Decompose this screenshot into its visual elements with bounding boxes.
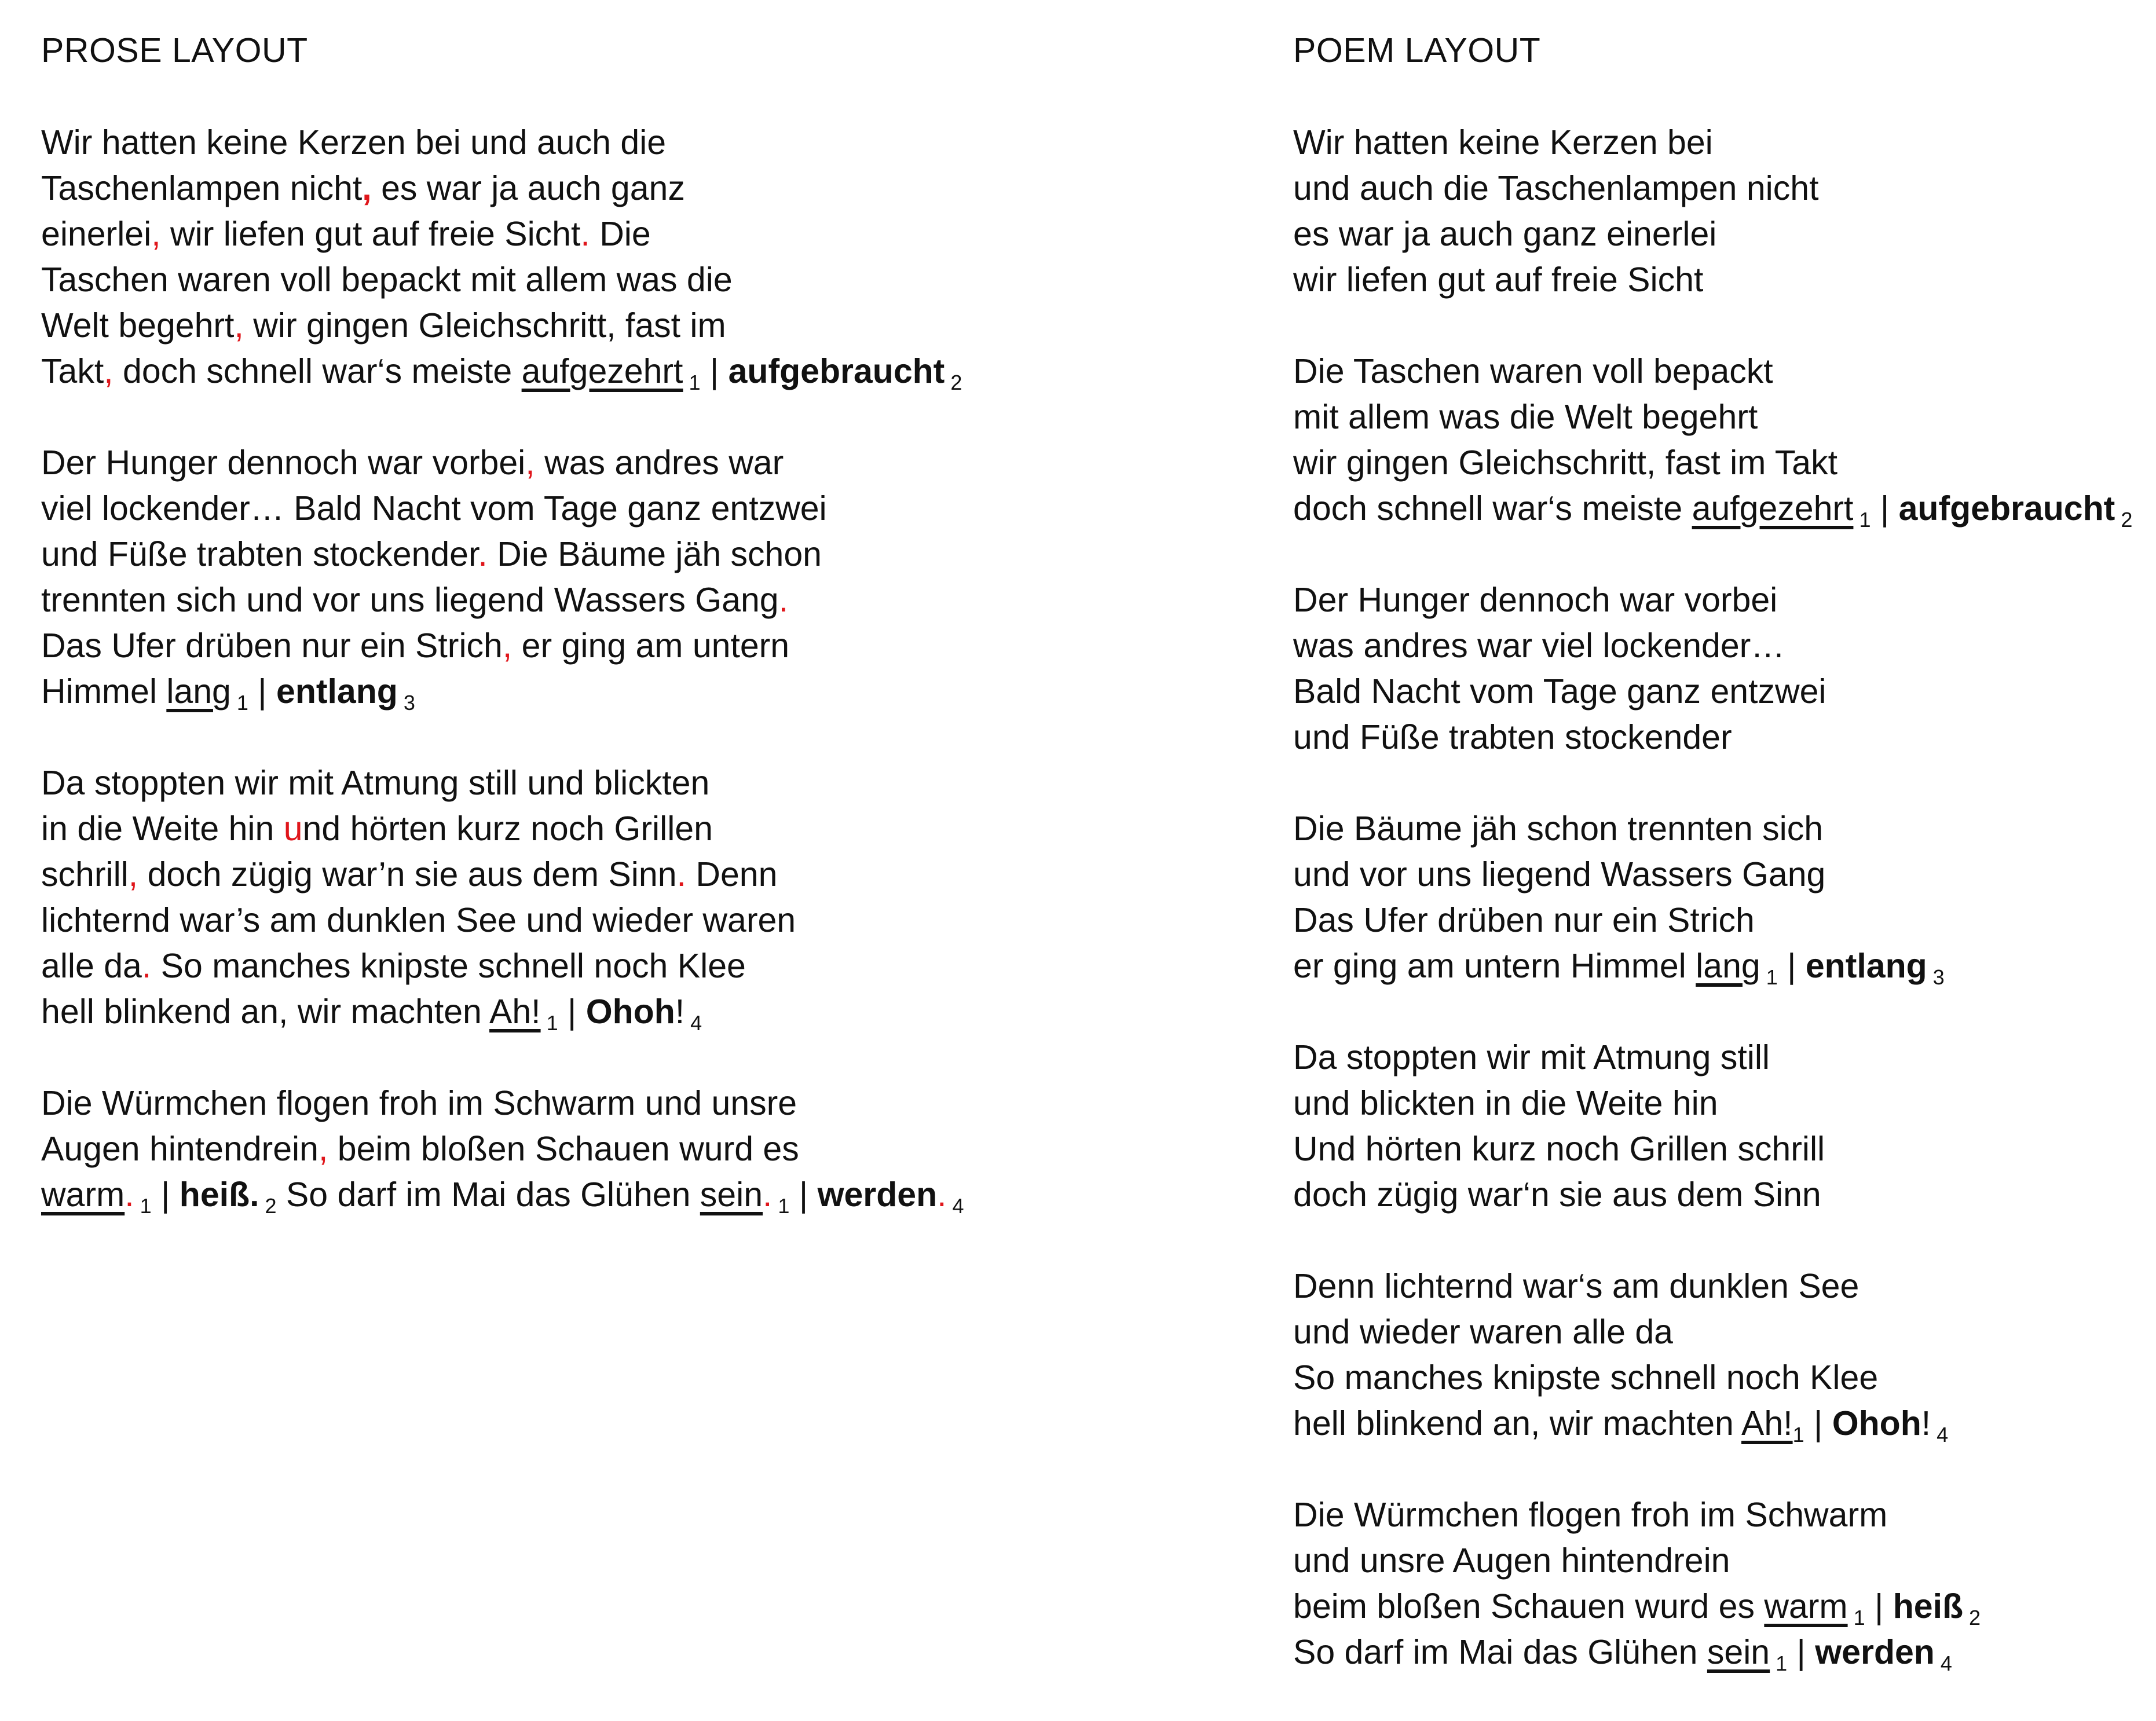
prose-stanza (41, 440, 1257, 715)
poem-text-line (1293, 1355, 2150, 1401)
highlighted-punctuation: . (580, 215, 590, 253)
text-segment: und Füße trabten stockender (1293, 718, 1732, 756)
footnote-marker: 1 (134, 1194, 152, 1218)
highlighted-punctuation: , (318, 1130, 328, 1168)
prose-text-line (41, 166, 1257, 211)
footnote-marker: 2 (1963, 1606, 1981, 1630)
poem-text-line (1293, 120, 2150, 166)
text-segment: | (151, 1176, 180, 1214)
footnote-marker: 4 (1931, 1423, 1949, 1447)
footnote-marker: 1 (540, 1011, 558, 1035)
text-segment: und Füße trabten stockender (41, 535, 478, 573)
text-segment: So darf im Mai das Glühen (276, 1176, 700, 1214)
text-segment: wir gingen Gleichschritt, fast im Takt (1293, 444, 1837, 482)
underlined-word: warm (1764, 1587, 1848, 1625)
poem-text-line (1293, 669, 2150, 715)
text-segment: Die Bäume jäh schon (487, 535, 822, 573)
text-segment: | (789, 1176, 818, 1214)
text-segment: ! (1921, 1404, 1931, 1442)
text-segment: Denn (686, 855, 778, 894)
text-segment: hell blinkend an, wir machten (1293, 1404, 1742, 1442)
prose-text-line (41, 1172, 1257, 1218)
highlighted-punctuation: . (937, 1176, 947, 1214)
prose-text-line (41, 760, 1257, 806)
text-segment: Denn lichternd war‘s am dunklen See (1293, 1267, 1859, 1305)
alternative-word: entlang (276, 672, 398, 711)
prose-stanza (41, 1081, 1257, 1218)
prose-stanza (41, 120, 1257, 394)
text-segment: viel lockender… Bald Nacht vom Tage ganz entzwei (41, 489, 827, 528)
footnote-marker: 1 (683, 371, 701, 394)
highlighted-punctuation: . (778, 581, 788, 619)
poem-text-line (1293, 1081, 2150, 1126)
poem-text-line (1293, 943, 2150, 989)
prose-text-line (41, 623, 1257, 669)
text-segment: nd hörten kurz noch Grillen (302, 810, 713, 848)
prose-text-line (41, 806, 1257, 852)
prose-text-line (41, 486, 1257, 532)
text-segment: Welt begehrt (41, 306, 235, 345)
text-segment: schrill (41, 855, 129, 894)
poem-text-line (1293, 852, 2150, 898)
text-segment: So darf im Mai das Glühen (1293, 1633, 1707, 1671)
text-segment: Das Ufer drüben nur ein Strich (1293, 901, 1755, 939)
text-segment: es war ja auch ganz einerlei (1293, 215, 1717, 253)
highlighted-punctuation: , (525, 444, 535, 482)
poem-text-line (1293, 1309, 2150, 1355)
alternative-word: Ohoh (1832, 1404, 1921, 1442)
text-segment: und unsre Augen hintendrein (1293, 1541, 1730, 1580)
text-segment: er ging am untern (512, 627, 790, 665)
poem-text-line (1293, 898, 2150, 943)
poem-text-line (1293, 166, 2150, 211)
poem-stanza (1293, 1492, 2150, 1675)
text-segment: | (248, 672, 277, 711)
text-segment: mit allem was die Welt begehrt (1293, 398, 1758, 436)
poem-stanza (1293, 1035, 2150, 1218)
text-segment: So manches knipste schnell noch Klee (151, 947, 746, 985)
alternative-word: heiß. (179, 1176, 259, 1214)
poem-text-line (1293, 1264, 2150, 1309)
highlighted-punctuation: , (234, 306, 244, 345)
highlighted-punctuation: . (125, 1176, 134, 1214)
footnote-marker: 1 (772, 1194, 790, 1218)
prose-text-line (41, 989, 1257, 1035)
poem-text-line (1293, 349, 2150, 394)
alternative-word: aufgebraucht (1898, 489, 2115, 528)
text-segment: doch schnell war‘s meiste (1293, 489, 1692, 528)
text-segment: ! (675, 993, 685, 1031)
prose-stanza (41, 760, 1257, 1035)
text-segment: Wir hatten keine Kerzen bei (1293, 123, 1713, 162)
prose-text-line (41, 669, 1257, 715)
text-segment: | (558, 993, 586, 1031)
footnote-marker: 4 (1934, 1652, 1952, 1675)
text-segment: Der Hunger dennoch war vorbei (41, 444, 526, 482)
text-segment: doch zügig war’n sie aus dem Sinn (138, 855, 677, 894)
prose-layout-heading: PROSE LAYOUT (41, 31, 308, 69)
text-segment: was andres war (535, 444, 784, 482)
text-segment: trennten sich und vor uns liegend Wassers Gang (41, 581, 779, 619)
footnote-marker: 3 (397, 691, 415, 715)
poem-text-line (1293, 394, 2150, 440)
footnote-marker: 4 (684, 1011, 702, 1035)
alternative-word: entlang (1805, 947, 1927, 985)
text-segment: Das Ufer drüben nur ein Strich (41, 627, 503, 665)
footnote-marker: 1 (230, 691, 248, 715)
underlined-word: Ah! (489, 993, 541, 1031)
text-segment: | (1871, 489, 1899, 528)
text-segment: es war ja auch ganz (371, 169, 685, 207)
text-segment: Die Würmchen flogen froh im Schwarm (1293, 1496, 1888, 1534)
text-segment: | (1804, 1404, 1832, 1442)
poem-text-line (1293, 806, 2150, 852)
underlined-word: aufgezehrt (521, 352, 683, 390)
prose-text-line (41, 852, 1257, 898)
text-segment: Die Bäume jäh schon trennten sich (1293, 810, 1824, 848)
text-segment: Der Hunger dennoch war vorbei (1293, 581, 1778, 619)
highlighted-punctuation: , (151, 215, 161, 253)
text-segment: und wieder waren alle da (1293, 1313, 1673, 1351)
text-segment: einerlei (41, 215, 152, 253)
footnote-marker: 2 (259, 1194, 277, 1218)
text-segment: Die Taschen waren voll bepackt (1293, 352, 1773, 390)
text-segment: in die Weite hin (41, 810, 284, 848)
prose-text-line (41, 303, 1257, 349)
prose-text-line (41, 577, 1257, 623)
poem-stanzas (1293, 120, 2150, 1675)
poem-layout-heading: POEM LAYOUT (1293, 31, 1541, 69)
text-segment: wir liefen gut auf freie Sicht (160, 215, 581, 253)
poem-stanza (1293, 120, 2150, 303)
prose-text-line (41, 211, 1257, 257)
text-segment: alle da (41, 947, 142, 985)
text-segment: er ging am untern Himmel (1293, 947, 1696, 985)
poem-text-line (1293, 715, 2150, 760)
text-segment: So manches knipste schnell noch Klee (1293, 1359, 1879, 1397)
prose-text-line (41, 349, 1257, 394)
highlighted-punctuation: , (128, 855, 138, 894)
footnote-marker: 3 (1927, 965, 1945, 989)
text-segment: | (700, 352, 729, 390)
poem-text-line (1293, 623, 2150, 669)
text-segment: Da stoppten wir mit Atmung still und blickten (41, 764, 710, 802)
poem-stanza (1293, 577, 2150, 760)
text-segment: beim bloßen Schauen wurd es (1293, 1587, 1765, 1625)
prose-text-line (41, 257, 1257, 303)
underlined-word: Ah! (1741, 1404, 1793, 1442)
footnote-marker: 2 (2115, 508, 2133, 532)
prose-text-line (41, 532, 1257, 577)
footnote-marker: 1 (1760, 965, 1778, 989)
text-segment: Takt (41, 352, 104, 390)
text-segment: Bald Nacht vom Tage ganz entzwei (1293, 672, 1826, 711)
text-segment: und vor uns liegend Wassers Gang (1293, 855, 1826, 894)
underlined-word: lang (1696, 947, 1760, 985)
text-segment: | (1865, 1587, 1893, 1625)
poem-text-line (1293, 1172, 2150, 1218)
prose-text-line (41, 1126, 1257, 1172)
text-segment: | (1787, 1633, 1815, 1671)
highlighted-punctuation: , (362, 169, 372, 207)
underlined-word: aufgezehrt (1692, 489, 1854, 528)
highlighted-punctuation: , (104, 352, 114, 390)
alternative-word: werden (817, 1176, 938, 1214)
text-segment: Die Würmchen flogen froh im Schwarm und unsre (41, 1084, 797, 1122)
poem-text-line (1293, 577, 2150, 623)
prose-text-line (41, 1081, 1257, 1126)
text-segment: wir liefen gut auf freie Sicht (1293, 261, 1704, 299)
text-segment: und blickten in die Weite hin (1293, 1084, 1718, 1122)
footnote-marker: 2 (945, 371, 962, 394)
text-segment: hell blinkend an, wir machten (41, 993, 490, 1031)
text-segment: Taschen waren voll bepackt mit allem was die (41, 261, 733, 299)
alternative-word: werden (1815, 1633, 1935, 1671)
footnote-marker: 1 (1770, 1652, 1788, 1675)
alternative-word: heiß (1893, 1587, 1964, 1625)
poem-stanza (1293, 806, 2150, 989)
poem-text-line (1293, 1538, 2150, 1584)
highlighted-punctuation: . (763, 1176, 773, 1214)
highlighted-punctuation: u (283, 810, 303, 848)
footnote-marker: 1 (1792, 1423, 1804, 1447)
poem-text-line (1293, 440, 2150, 486)
poem-text-line (1293, 257, 2150, 303)
text-segment: Himmel (41, 672, 167, 711)
footnote-marker: 1 (1847, 1606, 1865, 1630)
highlighted-punctuation: . (141, 947, 152, 985)
text-segment: Die (590, 215, 651, 253)
poem-text-line (1293, 1630, 2150, 1675)
poem-stanza (1293, 349, 2150, 532)
text-segment: Da stoppten wir mit Atmung still (1293, 1038, 1770, 1076)
poem-text-line (1293, 1401, 2150, 1447)
text-segment: Wir hatten keine Kerzen bei und auch die (41, 123, 667, 162)
prose-text-line (41, 943, 1257, 989)
poem-text-line (1293, 1035, 2150, 1081)
text-segment: beim bloßen Schauen wurd es (328, 1130, 799, 1168)
text-segment: lichternd war’s am dunklen See und wieder waren (41, 901, 796, 939)
text-segment: wir gingen Gleichschritt, fast im (243, 306, 726, 345)
highlighted-punctuation: , (502, 627, 513, 665)
text-segment: Augen hintendrein (41, 1130, 319, 1168)
poem-text-line (1293, 1492, 2150, 1538)
underlined-word: sein (700, 1176, 763, 1214)
text-segment: Taschenlampen nicht (41, 169, 363, 207)
highlighted-punctuation: . (676, 855, 686, 894)
alternative-word: aufgebraucht (728, 352, 945, 390)
underlined-word: lang (166, 672, 231, 711)
poem-text-line (1293, 1126, 2150, 1172)
prose-text-line (41, 898, 1257, 943)
text-segment: und auch die Taschenlampen nicht (1293, 169, 1819, 207)
text-segment: | (1777, 947, 1806, 985)
text-segment: doch schnell war‘s meiste (113, 352, 522, 390)
prose-layout-column (41, 28, 1257, 1264)
prose-text-line (41, 440, 1257, 486)
underlined-word: sein (1707, 1633, 1770, 1671)
text-segment: was andres war viel lockender… (1293, 627, 1785, 665)
prose-stanzas (41, 120, 1257, 1218)
alternative-word: Ohoh (585, 993, 675, 1031)
poem-text-line (1293, 1584, 2150, 1630)
prose-text-line (41, 120, 1257, 166)
poem-layout-column (1293, 28, 2150, 1721)
text-segment: Und hörten kurz noch Grillen schrill (1293, 1130, 1825, 1168)
poem-text-line (1293, 211, 2150, 257)
underlined-word: warm (41, 1176, 125, 1214)
poem-text-line (1293, 486, 2150, 532)
highlighted-punctuation: . (478, 535, 488, 573)
text-segment: doch zügig war‘n sie aus dem Sinn (1293, 1176, 1821, 1214)
footnote-marker: 4 (946, 1194, 964, 1218)
poem-stanza (1293, 1264, 2150, 1447)
footnote-marker: 1 (1853, 508, 1871, 532)
